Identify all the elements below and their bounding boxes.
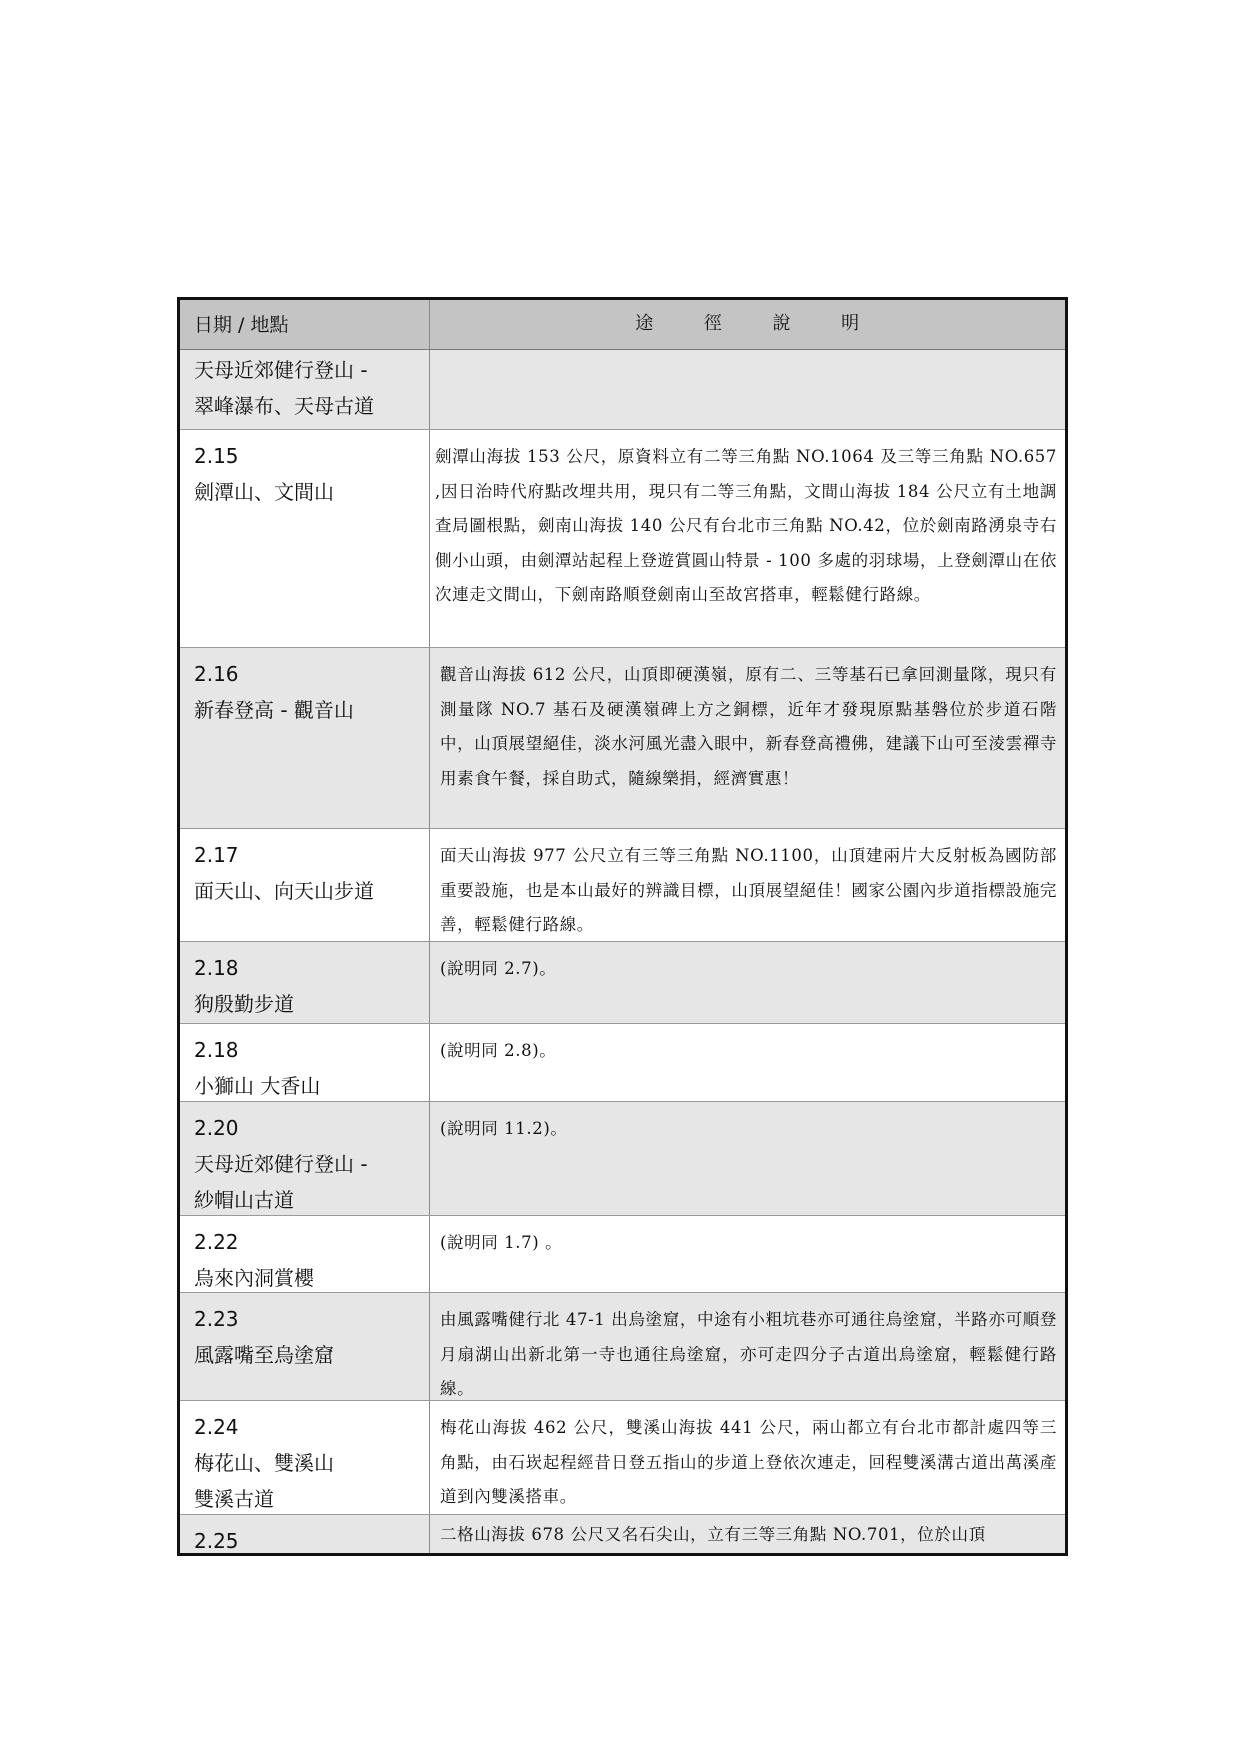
description-cell: 劍潭山海拔 153 公尺，原資料立有二等三角點 NO.1064 及三等三角點 NO.657 ,因日治時代府點改埋共用，現只有二等三角點，文間山海拔 184 公尺立有土地調查局圖根點，劍南山海拔 140 公尺有台北市三角點 NO.42，位於劍南路湧泉寺右側小山頭，由劍潭站起程上登遊賞圓山特景 - 100 多處的羽球場，上登劍潭山在依次連走文間山，下劍南路順登劍南山至故宮搭車，輕鬆健行路線。 [435,447,1057,604]
date-place-cell [180,829,430,941]
place-name: 狗殷勤步道 [194,992,294,1016]
table-row [180,1216,1065,1293]
table-row [180,648,1065,829]
header-char: 途 [635,313,654,335]
date-place-cell [180,430,430,647]
place-name: 天母近郊健行登山 - [194,1152,368,1176]
date-place-cell [180,942,430,1023]
date-place-cell [180,648,430,828]
table-row [180,1102,1065,1216]
date-place-cell [180,350,430,429]
place-name: 天母近郊健行登山 - [194,358,368,382]
place-name: 風露嘴至烏塗窟 [194,1343,334,1367]
place-name: 雙溪古道 [194,1487,274,1511]
date-label: 2.16 [194,662,239,686]
header-date-place: 日期 / 地點 [180,300,430,349]
place-name: 小獅山 大香山 [194,1074,321,1098]
table-row [180,942,1065,1024]
description-cell: (說明同 1.7) 。 [440,1233,563,1252]
header-char: 明 [841,313,860,335]
place-name: 面天山、向天山步道 [194,879,374,903]
date-place-cell [180,1024,430,1101]
table-header-row [180,300,1065,350]
date-label: 2.24 [194,1415,239,1439]
description-cell: 面天山海拔 977 公尺立有三等三角點 NO.1100，山頂建兩片大反射板為國防部重要設施，也是本山最好的辨識目標，山頂展望絕佳！國家公園內步道指標設施完善，輕鬆健行路線。 [440,846,1057,934]
date-place-cell [180,1102,430,1215]
description-cell: 由風露嘴健行北 47-1 出烏塗窟，中途有小粗坑巷亦可通往烏塗窟，半路亦可順登月扇湖山出新北第一寺也通往烏塗窟，亦可走四分子古道出烏塗窟，輕鬆健行路線。 [440,1310,1057,1398]
table-row [180,1401,1065,1515]
date-label: 2.20 [194,1116,239,1140]
date-label: 2.22 [194,1230,239,1254]
place-name: 新春登高 - 觀音山 [194,698,354,722]
date-label: 2.18 [194,956,239,980]
table-row [180,430,1065,648]
table-row [180,1515,1065,1553]
place-name: 翠峰瀑布、天母古道 [194,394,374,418]
description-cell: (說明同 11.2)。 [440,1119,568,1138]
place-name: 烏來內洞賞櫻 [194,1266,314,1290]
header-char: 徑 [703,313,723,335]
date-label: 2.25 [194,1529,239,1553]
date-place-cell [180,1515,430,1553]
date-place-cell [180,1293,430,1400]
date-label: 2.17 [194,843,239,867]
place-name: 紗帽山古道 [194,1188,294,1212]
table-row [180,1293,1065,1401]
place-name: 劍潭山、文間山 [194,480,334,504]
table-row [180,350,1065,430]
table-row [180,1024,1065,1102]
description-cell [430,350,1065,429]
description-cell: 觀音山海拔 612 公尺，山頂即硬漢嶺，原有二、三等基石已拿回測量隊，現只有測量隊 NO.7 基石及硬漢嶺碑上方之銅標，近年才發現原點基磐位於步道石階中，山頂展望絕佳，淡水河風光盡入眼中，新春登高禮佛，建議下山可至淩雲禪寺用素食午餐，採自助式，隨線樂捐，經濟實惠！ [440,665,1057,788]
itinerary-table [177,297,1068,1556]
description-cell: (說明同 2.8)。 [440,1041,557,1060]
description-cell: 二格山海拔 678 公尺又名石尖山，立有三等三角點 NO.701，位於山頂 [440,1525,986,1544]
date-label: 2.18 [194,1038,239,1062]
header-char: 說 [772,313,792,335]
date-label: 2.23 [194,1307,239,1331]
description-cell: (說明同 2.7)。 [440,959,557,978]
description-cell: 梅花山海拔 462 公尺，雙溪山海拔 441 公尺，兩山都立有台北市都計處四等三角點，由石崁起程經昔日登五指山的步道上登依次連走，回程雙溪溝古道出萬溪產道到內雙溪搭車。 [440,1418,1057,1506]
header-route-description [430,300,1065,349]
place-name: 梅花山、雙溪山 [194,1451,334,1475]
date-label: 2.15 [194,444,239,468]
date-place-cell [180,1216,430,1292]
date-place-cell [180,1401,430,1514]
table-row [180,829,1065,942]
